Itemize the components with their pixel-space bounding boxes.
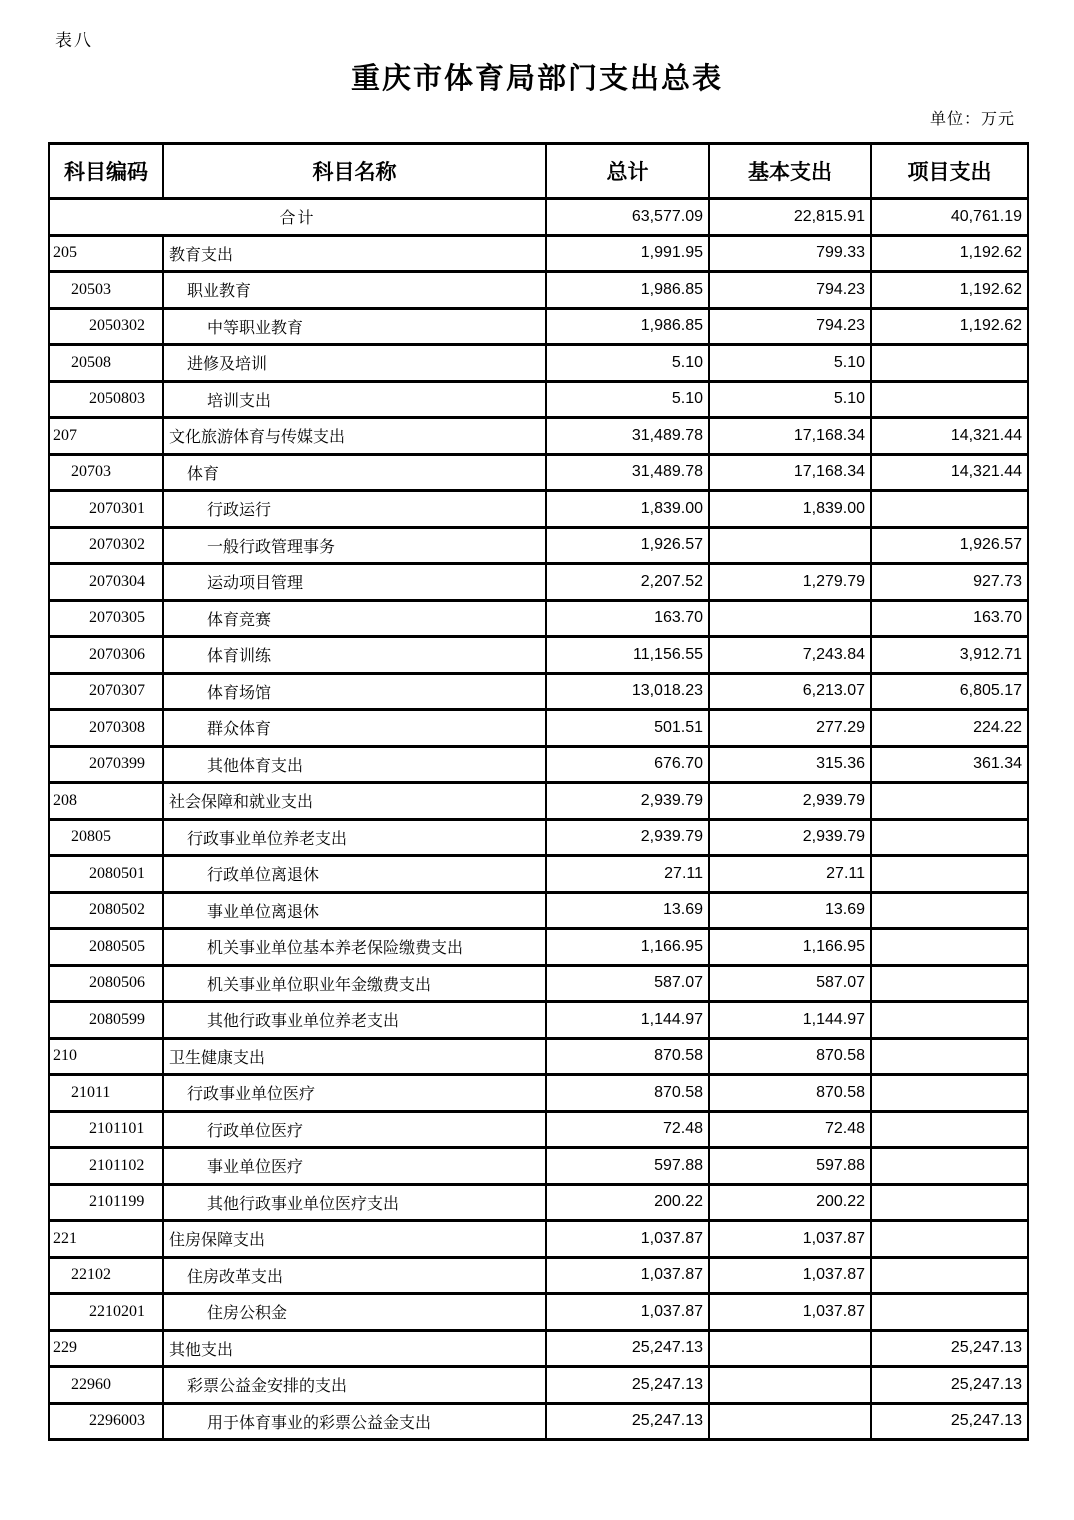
project-expenditure-cell: 1,926.57 xyxy=(871,527,1028,564)
total-cell: 1,037.87 xyxy=(546,1257,709,1294)
subject-code-cell: 210 xyxy=(49,1038,163,1075)
subject-name-cell: 体育竞赛 xyxy=(163,600,546,637)
table-row xyxy=(49,1184,1028,1221)
expenditure-summary-table xyxy=(48,142,1029,1441)
basic-expenditure-cell: 5.10 xyxy=(709,381,871,418)
subject-name-cell: 行政事业单位医疗 xyxy=(163,1075,546,1112)
project-expenditure-cell: 163.70 xyxy=(871,600,1028,637)
total-cell: 13,018.23 xyxy=(546,673,709,710)
project-expenditure-cell: 927.73 xyxy=(871,564,1028,601)
basic-expenditure-cell xyxy=(709,600,871,637)
total-cell: 870.58 xyxy=(546,1075,709,1112)
subject-name-cell: 行政单位离退休 xyxy=(163,856,546,893)
total-cell: 5.10 xyxy=(546,345,709,382)
basic-expenditure-cell: 277.29 xyxy=(709,710,871,747)
subject-name-cell: 职业教育 xyxy=(163,272,546,309)
subject-name-cell: 行政运行 xyxy=(163,491,546,528)
grand-total-label: 合计 xyxy=(49,199,546,236)
table-row xyxy=(49,418,1028,455)
table-row xyxy=(49,491,1028,528)
project-expenditure-cell: 224.22 xyxy=(871,710,1028,747)
subject-name-cell: 一般行政管理事务 xyxy=(163,527,546,564)
basic-expenditure-cell xyxy=(709,1367,871,1404)
project-expenditure-cell xyxy=(871,491,1028,528)
basic-expenditure-cell: 1,144.97 xyxy=(709,1002,871,1039)
total-cell: 163.70 xyxy=(546,600,709,637)
total-cell: 1,037.87 xyxy=(546,1294,709,1331)
header-basic-expenditure: 基本支出 xyxy=(709,144,871,199)
basic-expenditure-cell: 72.48 xyxy=(709,1111,871,1148)
table-row xyxy=(49,564,1028,601)
total-cell: 1,991.95 xyxy=(546,235,709,272)
total-cell: 11,156.55 xyxy=(546,637,709,674)
total-cell: 72.48 xyxy=(546,1111,709,1148)
total-cell: 31,489.78 xyxy=(546,418,709,455)
table-row xyxy=(49,1111,1028,1148)
subject-name-cell: 体育训练 xyxy=(163,637,546,674)
total-cell: 200.22 xyxy=(546,1184,709,1221)
project-expenditure-cell: 25,247.13 xyxy=(871,1403,1028,1440)
table-row xyxy=(49,856,1028,893)
project-expenditure-cell xyxy=(871,856,1028,893)
subject-code-cell: 2210201 xyxy=(49,1294,163,1331)
basic-expenditure-cell: 2,939.79 xyxy=(709,819,871,856)
basic-expenditure-cell: 799.33 xyxy=(709,235,871,272)
total-cell: 5.10 xyxy=(546,381,709,418)
total-cell: 27.11 xyxy=(546,856,709,893)
project-expenditure-cell xyxy=(871,1111,1028,1148)
subject-name-cell: 中等职业教育 xyxy=(163,308,546,345)
subject-name-cell: 住房公积金 xyxy=(163,1294,546,1331)
subject-name-cell: 培训支出 xyxy=(163,381,546,418)
subject-code-cell: 20703 xyxy=(49,454,163,491)
project-expenditure-cell xyxy=(871,345,1028,382)
table-row xyxy=(49,1038,1028,1075)
project-expenditure-cell: 1,192.62 xyxy=(871,308,1028,345)
subject-name-cell: 彩票公益金安排的支出 xyxy=(163,1367,546,1404)
subject-code-cell: 2080506 xyxy=(49,965,163,1002)
project-expenditure-cell xyxy=(871,1184,1028,1221)
basic-expenditure-cell xyxy=(709,1330,871,1367)
basic-expenditure-cell: 587.07 xyxy=(709,965,871,1002)
subject-code-cell: 2080501 xyxy=(49,856,163,893)
basic-expenditure-cell: 200.22 xyxy=(709,1184,871,1221)
subject-name-cell: 事业单位医疗 xyxy=(163,1148,546,1185)
subject-code-cell: 221 xyxy=(49,1221,163,1258)
total-cell: 2,939.79 xyxy=(546,783,709,820)
table-row xyxy=(49,637,1028,674)
grand-total-row xyxy=(49,199,1028,236)
subject-code-cell: 207 xyxy=(49,418,163,455)
table-body xyxy=(49,199,1028,1440)
table-row xyxy=(49,746,1028,783)
project-expenditure-cell xyxy=(871,965,1028,1002)
total-cell: 676.70 xyxy=(546,746,709,783)
subject-code-cell: 2070301 xyxy=(49,491,163,528)
basic-expenditure-cell: 597.88 xyxy=(709,1148,871,1185)
table-row xyxy=(49,235,1028,272)
total-cell: 1,144.97 xyxy=(546,1002,709,1039)
total-cell: 2,939.79 xyxy=(546,819,709,856)
subject-name-cell: 行政事业单位养老支出 xyxy=(163,819,546,856)
subject-name-cell: 教育支出 xyxy=(163,235,546,272)
subject-name-cell: 行政单位医疗 xyxy=(163,1111,546,1148)
subject-name-cell: 卫生健康支出 xyxy=(163,1038,546,1075)
basic-expenditure-cell: 13.69 xyxy=(709,892,871,929)
header-subject-name: 科目名称 xyxy=(163,144,546,199)
table-row xyxy=(49,381,1028,418)
subject-code-cell: 20503 xyxy=(49,272,163,309)
table-header xyxy=(49,144,1028,199)
subject-code-cell: 21011 xyxy=(49,1075,163,1112)
table-row xyxy=(49,929,1028,966)
basic-expenditure-cell: 27.11 xyxy=(709,856,871,893)
subject-code-cell: 2101102 xyxy=(49,1148,163,1185)
basic-expenditure-cell: 6,213.07 xyxy=(709,673,871,710)
subject-code-cell: 2070304 xyxy=(49,564,163,601)
subject-name-cell: 用于体育事业的彩票公益金支出 xyxy=(163,1403,546,1440)
project-expenditure-cell xyxy=(871,1002,1028,1039)
subject-name-cell: 运动项目管理 xyxy=(163,564,546,601)
project-expenditure-cell: 25,247.13 xyxy=(871,1367,1028,1404)
project-expenditure-cell xyxy=(871,819,1028,856)
project-expenditure-cell xyxy=(871,1257,1028,1294)
project-expenditure-cell: 3,912.71 xyxy=(871,637,1028,674)
subject-code-cell: 2070306 xyxy=(49,637,163,674)
table-row xyxy=(49,892,1028,929)
total-cell: 13.69 xyxy=(546,892,709,929)
total-cell: 1,926.57 xyxy=(546,527,709,564)
project-expenditure-cell: 1,192.62 xyxy=(871,235,1028,272)
subject-code-cell: 20508 xyxy=(49,345,163,382)
basic-expenditure-cell: 2,939.79 xyxy=(709,783,871,820)
subject-code-cell: 2050803 xyxy=(49,381,163,418)
project-expenditure-cell: 14,321.44 xyxy=(871,418,1028,455)
basic-expenditure-cell: 17,168.34 xyxy=(709,418,871,455)
subject-name-cell: 群众体育 xyxy=(163,710,546,747)
basic-expenditure-cell: 1,279.79 xyxy=(709,564,871,601)
header-total: 总计 xyxy=(546,144,709,199)
subject-code-cell: 2296003 xyxy=(49,1403,163,1440)
table-row xyxy=(49,965,1028,1002)
grand-total-basic-cell: 22,815.91 xyxy=(709,199,871,236)
total-cell: 1,986.85 xyxy=(546,272,709,309)
table-row xyxy=(49,1367,1028,1404)
basic-expenditure-cell: 1,037.87 xyxy=(709,1294,871,1331)
basic-expenditure-cell: 1,839.00 xyxy=(709,491,871,528)
total-cell: 25,247.13 xyxy=(546,1403,709,1440)
basic-expenditure-cell: 17,168.34 xyxy=(709,454,871,491)
project-expenditure-cell xyxy=(871,1221,1028,1258)
total-cell: 2,207.52 xyxy=(546,564,709,601)
subject-name-cell: 住房改革支出 xyxy=(163,1257,546,1294)
project-expenditure-cell xyxy=(871,1294,1028,1331)
subject-name-cell: 体育场馆 xyxy=(163,673,546,710)
table-row xyxy=(49,1075,1028,1112)
project-expenditure-cell xyxy=(871,1038,1028,1075)
total-cell: 501.51 xyxy=(546,710,709,747)
subject-code-cell: 2050302 xyxy=(49,308,163,345)
total-cell: 1,037.87 xyxy=(546,1221,709,1258)
grand-total-project-cell: 40,761.19 xyxy=(871,199,1028,236)
subject-code-cell: 2080505 xyxy=(49,929,163,966)
total-cell: 1,166.95 xyxy=(546,929,709,966)
total-cell: 1,986.85 xyxy=(546,308,709,345)
subject-name-cell: 其他支出 xyxy=(163,1330,546,1367)
table-row xyxy=(49,1002,1028,1039)
table-row xyxy=(49,819,1028,856)
total-cell: 31,489.78 xyxy=(546,454,709,491)
project-expenditure-cell: 361.34 xyxy=(871,746,1028,783)
total-cell: 25,247.13 xyxy=(546,1330,709,1367)
basic-expenditure-cell: 7,243.84 xyxy=(709,637,871,674)
project-expenditure-cell: 14,321.44 xyxy=(871,454,1028,491)
subject-code-cell: 22960 xyxy=(49,1367,163,1404)
basic-expenditure-cell: 794.23 xyxy=(709,272,871,309)
form-number-label: 表八 xyxy=(55,31,93,50)
header-row xyxy=(49,144,1028,199)
basic-expenditure-cell: 1,037.87 xyxy=(709,1257,871,1294)
basic-expenditure-cell: 315.36 xyxy=(709,746,871,783)
subject-code-cell: 20805 xyxy=(49,819,163,856)
subject-code-cell: 2101199 xyxy=(49,1184,163,1221)
total-cell: 870.58 xyxy=(546,1038,709,1075)
basic-expenditure-cell: 1,037.87 xyxy=(709,1221,871,1258)
subject-name-cell: 其他体育支出 xyxy=(163,746,546,783)
project-expenditure-cell xyxy=(871,783,1028,820)
basic-expenditure-cell: 1,166.95 xyxy=(709,929,871,966)
project-expenditure-cell: 1,192.62 xyxy=(871,272,1028,309)
table-row xyxy=(49,1221,1028,1258)
total-cell: 1,839.00 xyxy=(546,491,709,528)
total-cell: 587.07 xyxy=(546,965,709,1002)
subject-code-cell: 2070302 xyxy=(49,527,163,564)
subject-name-cell: 机关事业单位基本养老保险缴费支出 xyxy=(163,929,546,966)
project-expenditure-cell xyxy=(871,1148,1028,1185)
subject-code-cell: 2070308 xyxy=(49,710,163,747)
subject-name-cell: 机关事业单位职业年金缴费支出 xyxy=(163,965,546,1002)
table-row xyxy=(49,1148,1028,1185)
table-row xyxy=(49,272,1028,309)
subject-name-cell: 文化旅游体育与传媒支出 xyxy=(163,418,546,455)
table-row xyxy=(49,308,1028,345)
subject-code-cell: 2070307 xyxy=(49,673,163,710)
basic-expenditure-cell xyxy=(709,527,871,564)
table-row xyxy=(49,1257,1028,1294)
subject-code-cell: 2080502 xyxy=(49,892,163,929)
grand-total-total-cell: 63,577.09 xyxy=(546,199,709,236)
basic-expenditure-cell xyxy=(709,1403,871,1440)
subject-code-cell: 22102 xyxy=(49,1257,163,1294)
subject-code-cell: 2080599 xyxy=(49,1002,163,1039)
table-row xyxy=(49,345,1028,382)
subject-name-cell: 社会保障和就业支出 xyxy=(163,783,546,820)
project-expenditure-cell xyxy=(871,1075,1028,1112)
table-row xyxy=(49,600,1028,637)
project-expenditure-cell xyxy=(871,892,1028,929)
table-row xyxy=(49,1403,1028,1440)
project-expenditure-cell: 6,805.17 xyxy=(871,673,1028,710)
project-expenditure-cell xyxy=(871,929,1028,966)
table-row xyxy=(49,1294,1028,1331)
table-row xyxy=(49,673,1028,710)
subject-name-cell: 进修及培训 xyxy=(163,345,546,382)
subject-code-cell: 2101101 xyxy=(49,1111,163,1148)
table-row xyxy=(49,710,1028,747)
table-row xyxy=(49,1330,1028,1367)
basic-expenditure-cell: 870.58 xyxy=(709,1075,871,1112)
header-project-expenditure: 项目支出 xyxy=(871,144,1028,199)
basic-expenditure-cell: 794.23 xyxy=(709,308,871,345)
project-expenditure-cell xyxy=(871,381,1028,418)
subject-name-cell: 事业单位离退休 xyxy=(163,892,546,929)
subject-name-cell: 其他行政事业单位医疗支出 xyxy=(163,1184,546,1221)
subject-name-cell: 其他行政事业单位养老支出 xyxy=(163,1002,546,1039)
subject-code-cell: 208 xyxy=(49,783,163,820)
subject-code-cell: 2070305 xyxy=(49,600,163,637)
page-title: 重庆市体育局部门支出总表 xyxy=(350,63,723,95)
total-cell: 597.88 xyxy=(546,1148,709,1185)
subject-code-cell: 229 xyxy=(49,1330,163,1367)
basic-expenditure-cell: 870.58 xyxy=(709,1038,871,1075)
unit-note: 单位：万元 xyxy=(929,111,1015,128)
table-row xyxy=(49,454,1028,491)
basic-expenditure-cell: 5.10 xyxy=(709,345,871,382)
total-cell: 25,247.13 xyxy=(546,1367,709,1404)
subject-code-cell: 205 xyxy=(49,235,163,272)
project-expenditure-cell: 25,247.13 xyxy=(871,1330,1028,1367)
table-row xyxy=(49,783,1028,820)
subject-name-cell: 体育 xyxy=(163,454,546,491)
table-row xyxy=(49,527,1028,564)
header-subject-code: 科目编码 xyxy=(49,144,163,199)
subject-code-cell: 2070399 xyxy=(49,746,163,783)
subject-name-cell: 住房保障支出 xyxy=(163,1221,546,1258)
